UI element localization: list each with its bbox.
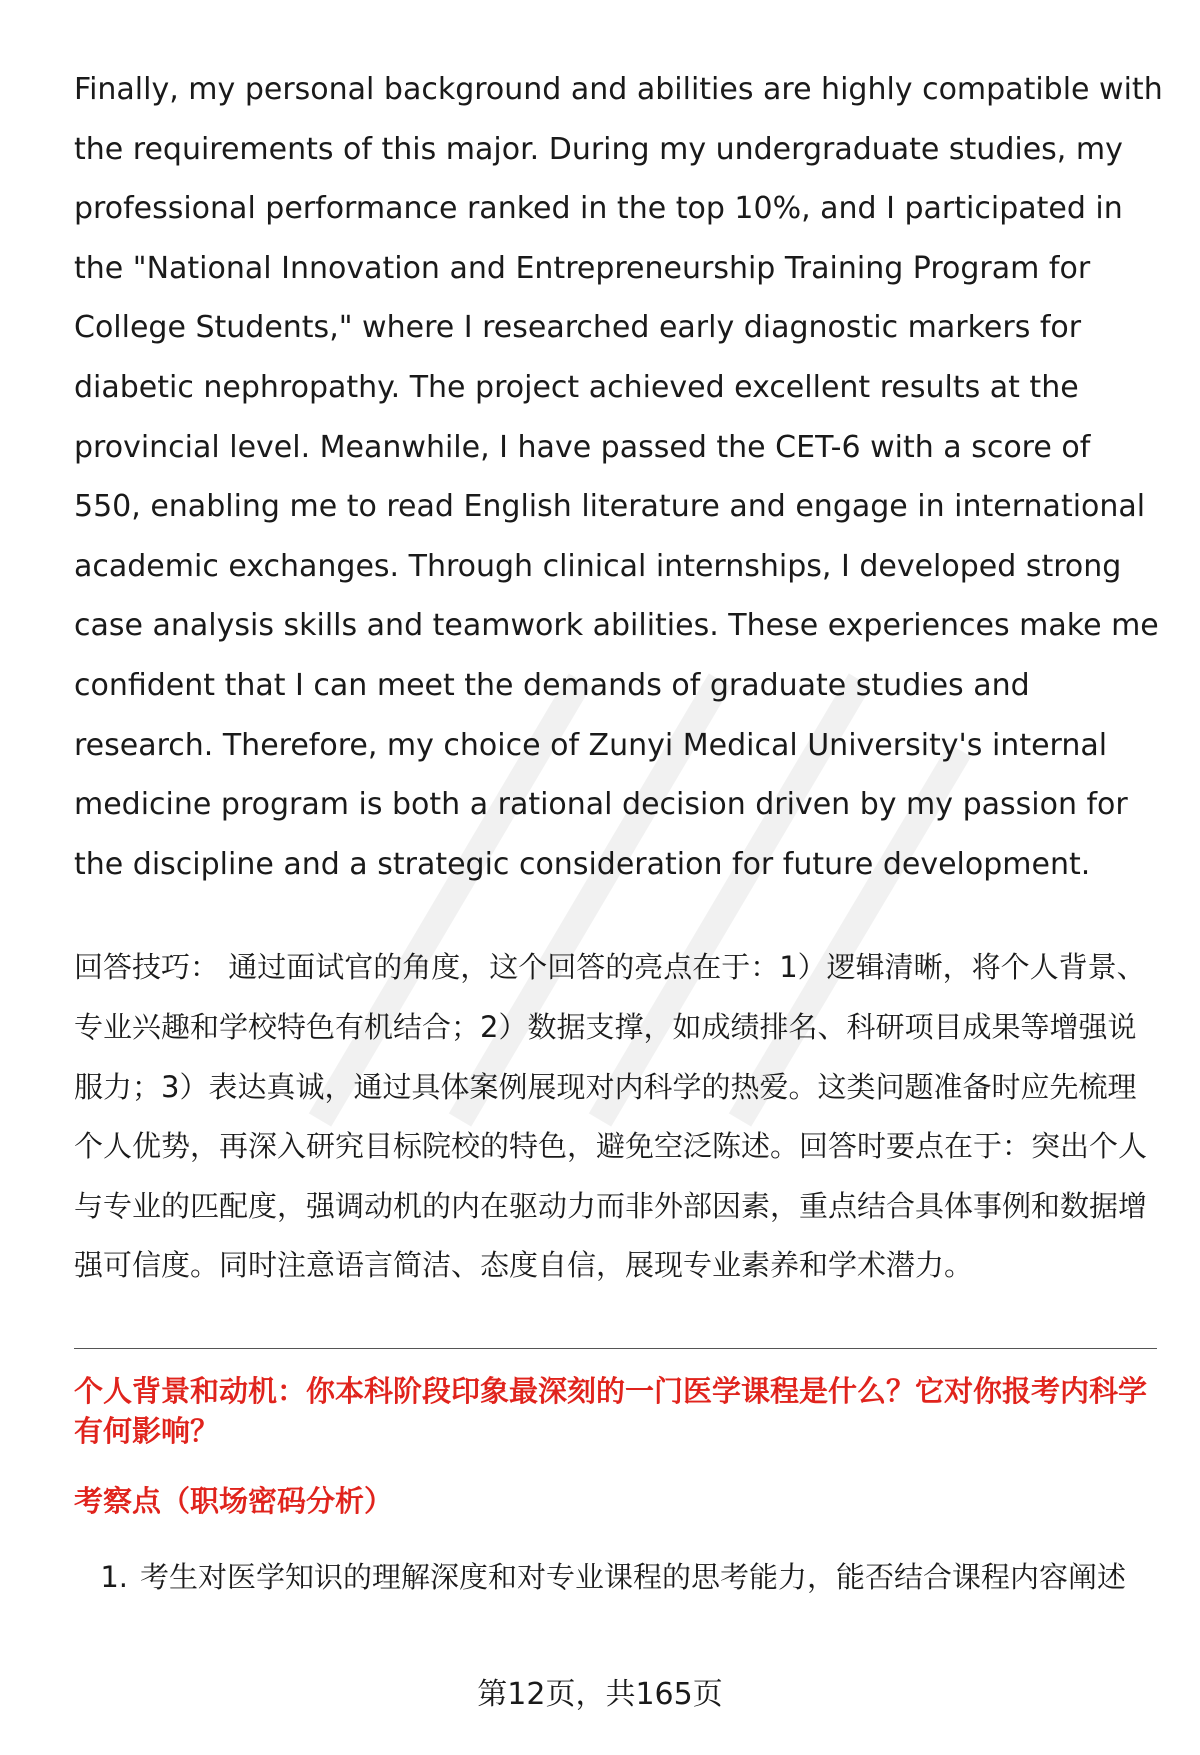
assessment-points-list bbox=[74, 1557, 1164, 1597]
question-heading: 个人背景和动机：你本科阶段印象最深刻的一门医学课程是什么？它对你报考内科学有何影响？ bbox=[74, 1373, 1148, 1448]
list-item-number: 1. bbox=[100, 1559, 128, 1594]
list-item-text: 考生对医学知识的理解深度和对专业课程的思考能力，能否结合课程内容阐述 bbox=[140, 1559, 1127, 1594]
answer-tips-paragraph: 回答技巧： 通过面试官的角度，这个回答的亮点在于：1）逻辑清晰，将个人背景、专业兴趣和学校特色有机结合；2）数据支撑，如成绩排名、科研项目成果等增强说服力；3）表达真诚，通过具体案例展现对内科学的热爱。这类问题准备时应先梳理个人优势，再深入研究目标院校的特色，避免空泛陈述。回答时要点在于：突出个人与专业的匹配度，强调动机的内在驱动力而非外部因素，重点结合具体事例和数据增强可信度。同时注意语言简洁、态度自信，展现专业素养和学术潜力。 bbox=[74, 950, 1148, 1283]
section-divider bbox=[74, 1348, 1157, 1349]
list-item bbox=[74, 1557, 1164, 1597]
assessment-points-heading: 考察点（职场密码分析） bbox=[74, 1483, 394, 1518]
document-page bbox=[74, 60, 1164, 1597]
page-footer: 第12页，共165页 bbox=[477, 1677, 723, 1712]
english-answer-paragraph: Finally, my personal background and abilities are highly compatible with the requirements of this major. During my undergraduate studies, my professional performance ranked in the top 10%, and I participated in the "National Innovation and Entrepreneurship Training Program for College Students," where I researched early diagnostic markers for diabetic nephropathy. The project achieved excellent results at the provincial level. Meanwhile, I have passed the CET-6 with a score of 550, enabling me to read English literature and engage in international academic exchanges. Through clinical internships, I developed strong case analysis skills and teamwork abilities. These experiences make me confident that I can meet the demands of graduate studies and research. Therefore, my choice of Zunyi Medical University's internal medicine program is both a rational decision driven by my passion for the discipline and a strategic consideration for future development. bbox=[74, 72, 1163, 882]
